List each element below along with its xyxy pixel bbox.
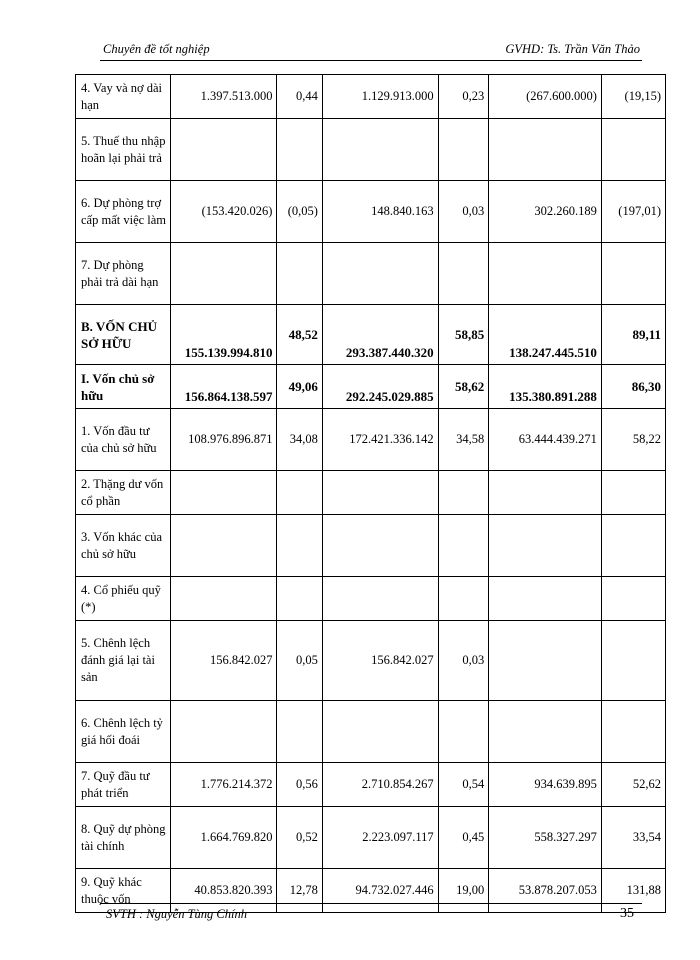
amount-prev bbox=[171, 515, 277, 577]
change-amount: 135.380.891.288 bbox=[489, 365, 602, 409]
amount-prev bbox=[171, 701, 277, 763]
change-amount bbox=[489, 621, 602, 701]
amount-prev: (153.420.026) bbox=[171, 181, 277, 243]
change-percent bbox=[601, 471, 665, 515]
row-label: B. VỐN CHỦ SỞ HỮU bbox=[76, 305, 171, 365]
change-percent bbox=[601, 119, 665, 181]
amount-prev bbox=[171, 119, 277, 181]
row-label: 6. Dự phòng trợ cấp mất việc làm bbox=[76, 181, 171, 243]
ratio-curr bbox=[438, 243, 489, 305]
ratio-prev bbox=[277, 577, 322, 621]
row-label: 1. Vốn đầu tư của chủ sở hữu bbox=[76, 409, 171, 471]
amount-prev bbox=[171, 243, 277, 305]
amount-prev: 156.842.027 bbox=[171, 621, 277, 701]
row-label: 4. Cổ phiếu quỹ (*) bbox=[76, 577, 171, 621]
table-row bbox=[76, 471, 666, 515]
amount-curr: 148.840.163 bbox=[322, 181, 438, 243]
ratio-curr: 58,85 bbox=[438, 305, 489, 365]
ratio-curr: 0,45 bbox=[438, 807, 489, 869]
amount-prev bbox=[171, 577, 277, 621]
amount-curr bbox=[322, 701, 438, 763]
change-percent bbox=[601, 701, 665, 763]
ratio-prev bbox=[277, 701, 322, 763]
change-percent: (19,15) bbox=[601, 75, 665, 119]
change-amount bbox=[489, 577, 602, 621]
table-row bbox=[76, 243, 666, 305]
ratio-prev bbox=[277, 471, 322, 515]
amount-prev: 40.853.820.393 bbox=[171, 869, 277, 913]
student-name: SVTH : Nguyễn Tùng Chính bbox=[106, 907, 247, 921]
ratio-curr: 0,23 bbox=[438, 75, 489, 119]
ratio-curr bbox=[438, 577, 489, 621]
row-label: 4. Vay và nợ dài hạn bbox=[76, 75, 171, 119]
ratio-prev: 0,05 bbox=[277, 621, 322, 701]
change-amount bbox=[489, 243, 602, 305]
ratio-prev: 0,44 bbox=[277, 75, 322, 119]
change-percent: 33,54 bbox=[601, 807, 665, 869]
amount-prev: 108.976.896.871 bbox=[171, 409, 277, 471]
supervisor-name: GVHD: Ts. Trần Văn Thảo bbox=[505, 42, 640, 56]
change-percent: 86,30 bbox=[601, 365, 665, 409]
row-label: 2. Thặng dư vốn cổ phần bbox=[76, 471, 171, 515]
ratio-prev: 0,52 bbox=[277, 807, 322, 869]
table-row bbox=[76, 763, 666, 807]
ratio-prev bbox=[277, 119, 322, 181]
change-amount: 302.260.189 bbox=[489, 181, 602, 243]
table-row bbox=[76, 577, 666, 621]
change-percent: 52,62 bbox=[601, 763, 665, 807]
ratio-curr bbox=[438, 471, 489, 515]
balance-sheet-table bbox=[75, 74, 666, 913]
ratio-prev bbox=[277, 515, 322, 577]
change-amount bbox=[489, 515, 602, 577]
ratio-prev: 49,06 bbox=[277, 365, 322, 409]
ratio-curr: 19,00 bbox=[438, 869, 489, 913]
change-amount: 934.639.895 bbox=[489, 763, 602, 807]
ratio-curr: 34,58 bbox=[438, 409, 489, 471]
amount-curr bbox=[322, 515, 438, 577]
change-amount: 53.878.207.053 bbox=[489, 869, 602, 913]
change-percent bbox=[601, 577, 665, 621]
change-amount: 558.327.297 bbox=[489, 807, 602, 869]
amount-curr bbox=[322, 471, 438, 515]
row-label: 8. Quỹ dự phòng tài chính bbox=[76, 807, 171, 869]
amount-curr bbox=[322, 577, 438, 621]
table-row bbox=[76, 807, 666, 869]
amount-curr: 2.710.854.267 bbox=[322, 763, 438, 807]
ratio-curr: 0,03 bbox=[438, 181, 489, 243]
ratio-prev: 34,08 bbox=[277, 409, 322, 471]
change-amount bbox=[489, 119, 602, 181]
row-label: I. Vốn chủ sở hữu bbox=[76, 365, 171, 409]
amount-curr: 156.842.027 bbox=[322, 621, 438, 701]
table-row bbox=[76, 181, 666, 243]
change-percent: 58,22 bbox=[601, 409, 665, 471]
amount-curr bbox=[322, 243, 438, 305]
change-percent: (197,01) bbox=[601, 181, 665, 243]
ratio-prev: 48,52 bbox=[277, 305, 322, 365]
amount-curr bbox=[322, 119, 438, 181]
amount-curr: 293.387.440.320 bbox=[322, 305, 438, 365]
row-label: 5. Chênh lệch đánh giá lại tài sản bbox=[76, 621, 171, 701]
page-number: 35 bbox=[620, 906, 634, 921]
table-row bbox=[76, 515, 666, 577]
ratio-curr: 0,03 bbox=[438, 621, 489, 701]
amount-prev: 1.397.513.000 bbox=[171, 75, 277, 119]
change-amount: (267.600.000) bbox=[489, 75, 602, 119]
amount-curr: 94.732.027.446 bbox=[322, 869, 438, 913]
row-label: 7. Dự phòng phải trả dài hạn bbox=[76, 243, 171, 305]
amount-curr: 292.245.029.885 bbox=[322, 365, 438, 409]
ratio-curr bbox=[438, 119, 489, 181]
amount-prev: 155.139.994.810 bbox=[171, 305, 277, 365]
thesis-title: Chuyên đề tốt nghiệp bbox=[103, 42, 210, 56]
ratio-curr: 58,62 bbox=[438, 365, 489, 409]
change-amount bbox=[489, 701, 602, 763]
ratio-prev: 12,78 bbox=[277, 869, 322, 913]
amount-prev: 156.864.138.597 bbox=[171, 365, 277, 409]
ratio-prev: (0,05) bbox=[277, 181, 322, 243]
change-percent: 89,11 bbox=[601, 305, 665, 365]
table-row bbox=[76, 621, 666, 701]
ratio-curr bbox=[438, 515, 489, 577]
ratio-curr: 0,54 bbox=[438, 763, 489, 807]
change-amount bbox=[489, 471, 602, 515]
row-label: 7. Quỹ đầu tư phát triển bbox=[76, 763, 171, 807]
amount-curr: 172.421.336.142 bbox=[322, 409, 438, 471]
row-label: 9. Quỹ khác thuộc vốn bbox=[76, 869, 171, 913]
amount-prev bbox=[171, 471, 277, 515]
page-header bbox=[100, 40, 642, 61]
table-row-section-i bbox=[76, 365, 666, 409]
change-amount: 138.247.445.510 bbox=[489, 305, 602, 365]
table-row bbox=[76, 119, 666, 181]
change-percent bbox=[601, 515, 665, 577]
row-label: 3. Vốn khác của chủ sở hữu bbox=[76, 515, 171, 577]
page-footer bbox=[100, 903, 642, 926]
change-percent bbox=[601, 243, 665, 305]
amount-prev: 1.776.214.372 bbox=[171, 763, 277, 807]
amount-curr: 2.223.097.117 bbox=[322, 807, 438, 869]
change-amount: 63.444.439.271 bbox=[489, 409, 602, 471]
table-row-section-b bbox=[76, 305, 666, 365]
ratio-prev bbox=[277, 243, 322, 305]
table-row bbox=[76, 701, 666, 763]
row-label: 6. Chênh lệch tỷ giá hối đoái bbox=[76, 701, 171, 763]
amount-prev: 1.664.769.820 bbox=[171, 807, 277, 869]
change-percent: 131,88 bbox=[601, 869, 665, 913]
ratio-curr bbox=[438, 701, 489, 763]
table-row bbox=[76, 75, 666, 119]
change-percent bbox=[601, 621, 665, 701]
amount-curr: 1.129.913.000 bbox=[322, 75, 438, 119]
table-row bbox=[76, 409, 666, 471]
row-label: 5. Thuế thu nhập hoãn lại phải trả bbox=[76, 119, 171, 181]
ratio-prev: 0,56 bbox=[277, 763, 322, 807]
